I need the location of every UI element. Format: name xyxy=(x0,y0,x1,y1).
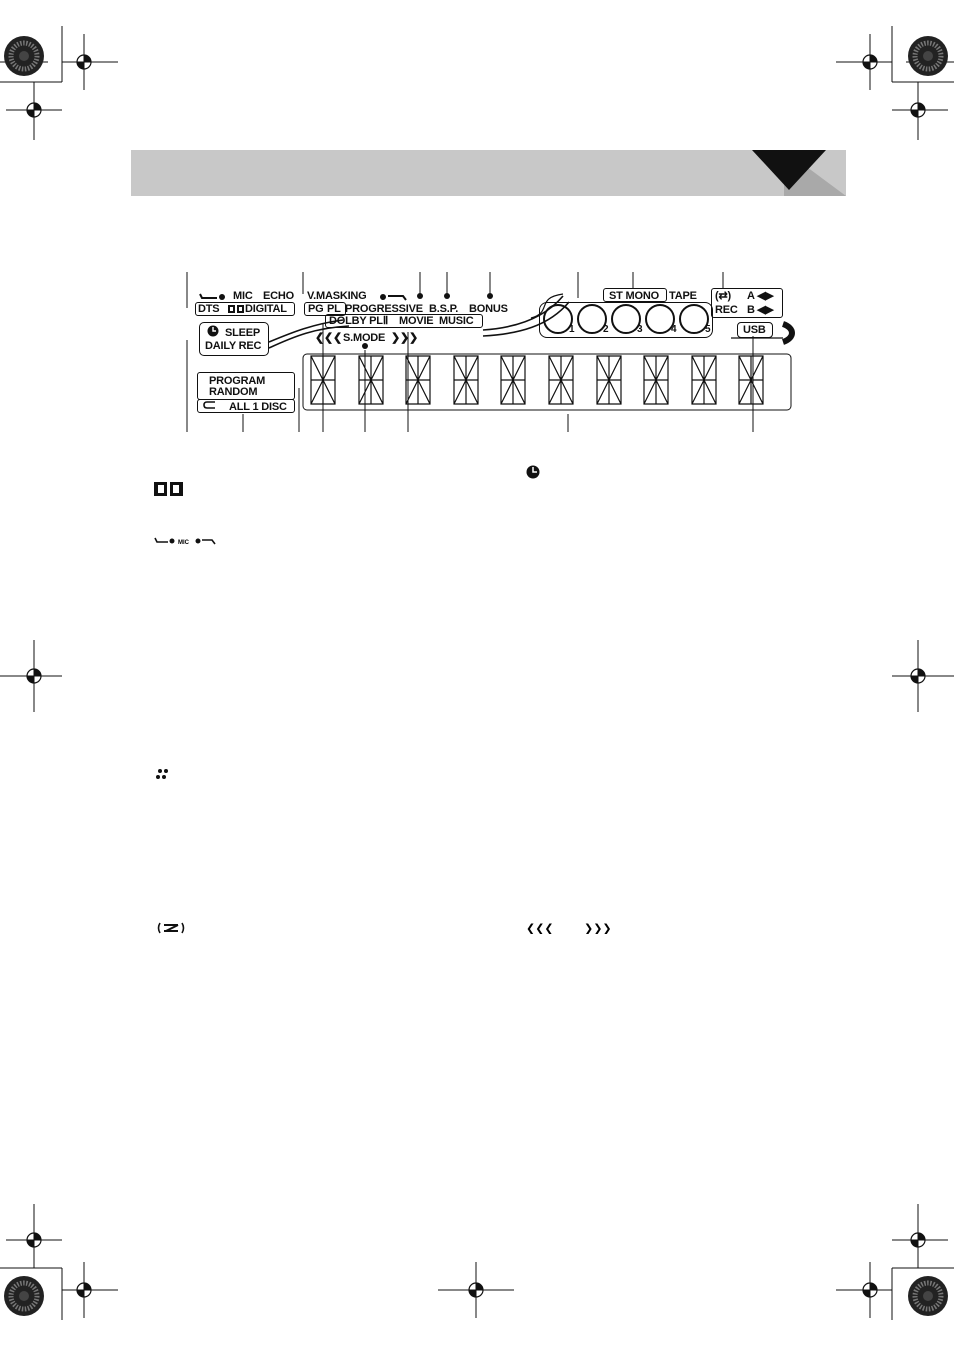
dts-indicator: DTS xyxy=(198,303,220,315)
clock-icon xyxy=(207,325,219,337)
segment-digit xyxy=(497,354,529,406)
bonus-indicator: BONUS xyxy=(469,303,508,315)
deck-a-indicator: A xyxy=(747,290,755,302)
segment-digit xyxy=(450,354,482,406)
random-indicator: RANDOM xyxy=(209,386,258,398)
svg-text:❯❯❯: ❯❯❯ xyxy=(584,922,612,934)
display-window-illustration xyxy=(183,272,795,432)
segment-digit xyxy=(402,354,434,406)
digital-indicator: DIGITAL xyxy=(245,303,287,315)
rec-indicator: REC xyxy=(715,304,738,316)
vmasking-indicator: V.MASKING xyxy=(307,290,367,302)
disc-dots-icon-inline xyxy=(156,768,170,780)
music-indicator: MUSIC xyxy=(439,315,474,327)
program-indicator: PROGRAM xyxy=(209,375,266,387)
pg-indicator: PG xyxy=(308,303,324,315)
deck-a-arrows-icon: ◀▶ xyxy=(757,290,774,302)
all-1-disc-indicator: ALL 1 DISC xyxy=(229,401,287,413)
deck-b-indicator: B xyxy=(747,304,755,316)
tape-reverse-icon: (⇄) xyxy=(715,290,731,302)
repeat-icon xyxy=(203,401,217,409)
tape-reverse-icon-inline xyxy=(156,922,186,934)
pl-indicator: PL xyxy=(327,303,341,315)
mic-left-icon xyxy=(199,292,229,302)
segment-digit xyxy=(307,354,339,406)
segment-digit xyxy=(355,354,387,406)
bsp-indicator: B.S.P. xyxy=(429,303,459,315)
mic-indicator: MIC xyxy=(233,290,253,302)
disc-4-number: 4 xyxy=(671,324,677,335)
disc-2-number: 2 xyxy=(603,324,609,335)
disc-3-number: 3 xyxy=(637,324,643,335)
dolby-pl2-indicator: DOLBY PLⅡ xyxy=(329,315,389,327)
smode-right-arrows: ❯❯❯ xyxy=(391,332,419,344)
section-header-banner xyxy=(131,150,846,196)
segment-digit xyxy=(545,354,577,406)
mic-right-icon xyxy=(379,292,409,302)
dolby-icon-inline xyxy=(154,482,184,496)
st-mono-indicator: ST MONO xyxy=(609,290,659,302)
segment-digit xyxy=(735,354,767,406)
segment-digit xyxy=(640,354,672,406)
progressive-indicator: PROGRESSIVE xyxy=(345,303,423,315)
sleep-indicator: SLEEP xyxy=(225,327,261,339)
svg-text:❮❮❮: ❮❮❮ xyxy=(526,922,554,934)
segment-digit xyxy=(593,354,625,406)
echo-indicator: ECHO xyxy=(263,290,294,302)
mic-icon-inline xyxy=(154,536,218,546)
deck-b-arrows-icon: ◀▶ xyxy=(757,304,774,316)
tape-indicator: TAPE xyxy=(669,290,697,302)
daily-rec-indicator: DAILY REC xyxy=(205,340,262,352)
disc-5-number: 5 xyxy=(705,324,711,335)
smode-left-arrows: ❮❮❮ xyxy=(315,332,343,344)
movie-indicator: MOVIE xyxy=(399,315,434,327)
smode-arrows-icon-inline xyxy=(526,922,614,934)
segment-digit xyxy=(688,354,720,406)
smode-indicator: S.MODE xyxy=(343,332,386,344)
banner-arrow-icon xyxy=(752,150,826,190)
clock-icon-inline xyxy=(526,465,540,479)
dolby-icon xyxy=(228,305,244,313)
usb-indicator: USB xyxy=(743,324,766,336)
svg-text:MIC: MIC xyxy=(178,540,189,546)
disc-1-number: 1 xyxy=(569,324,575,335)
